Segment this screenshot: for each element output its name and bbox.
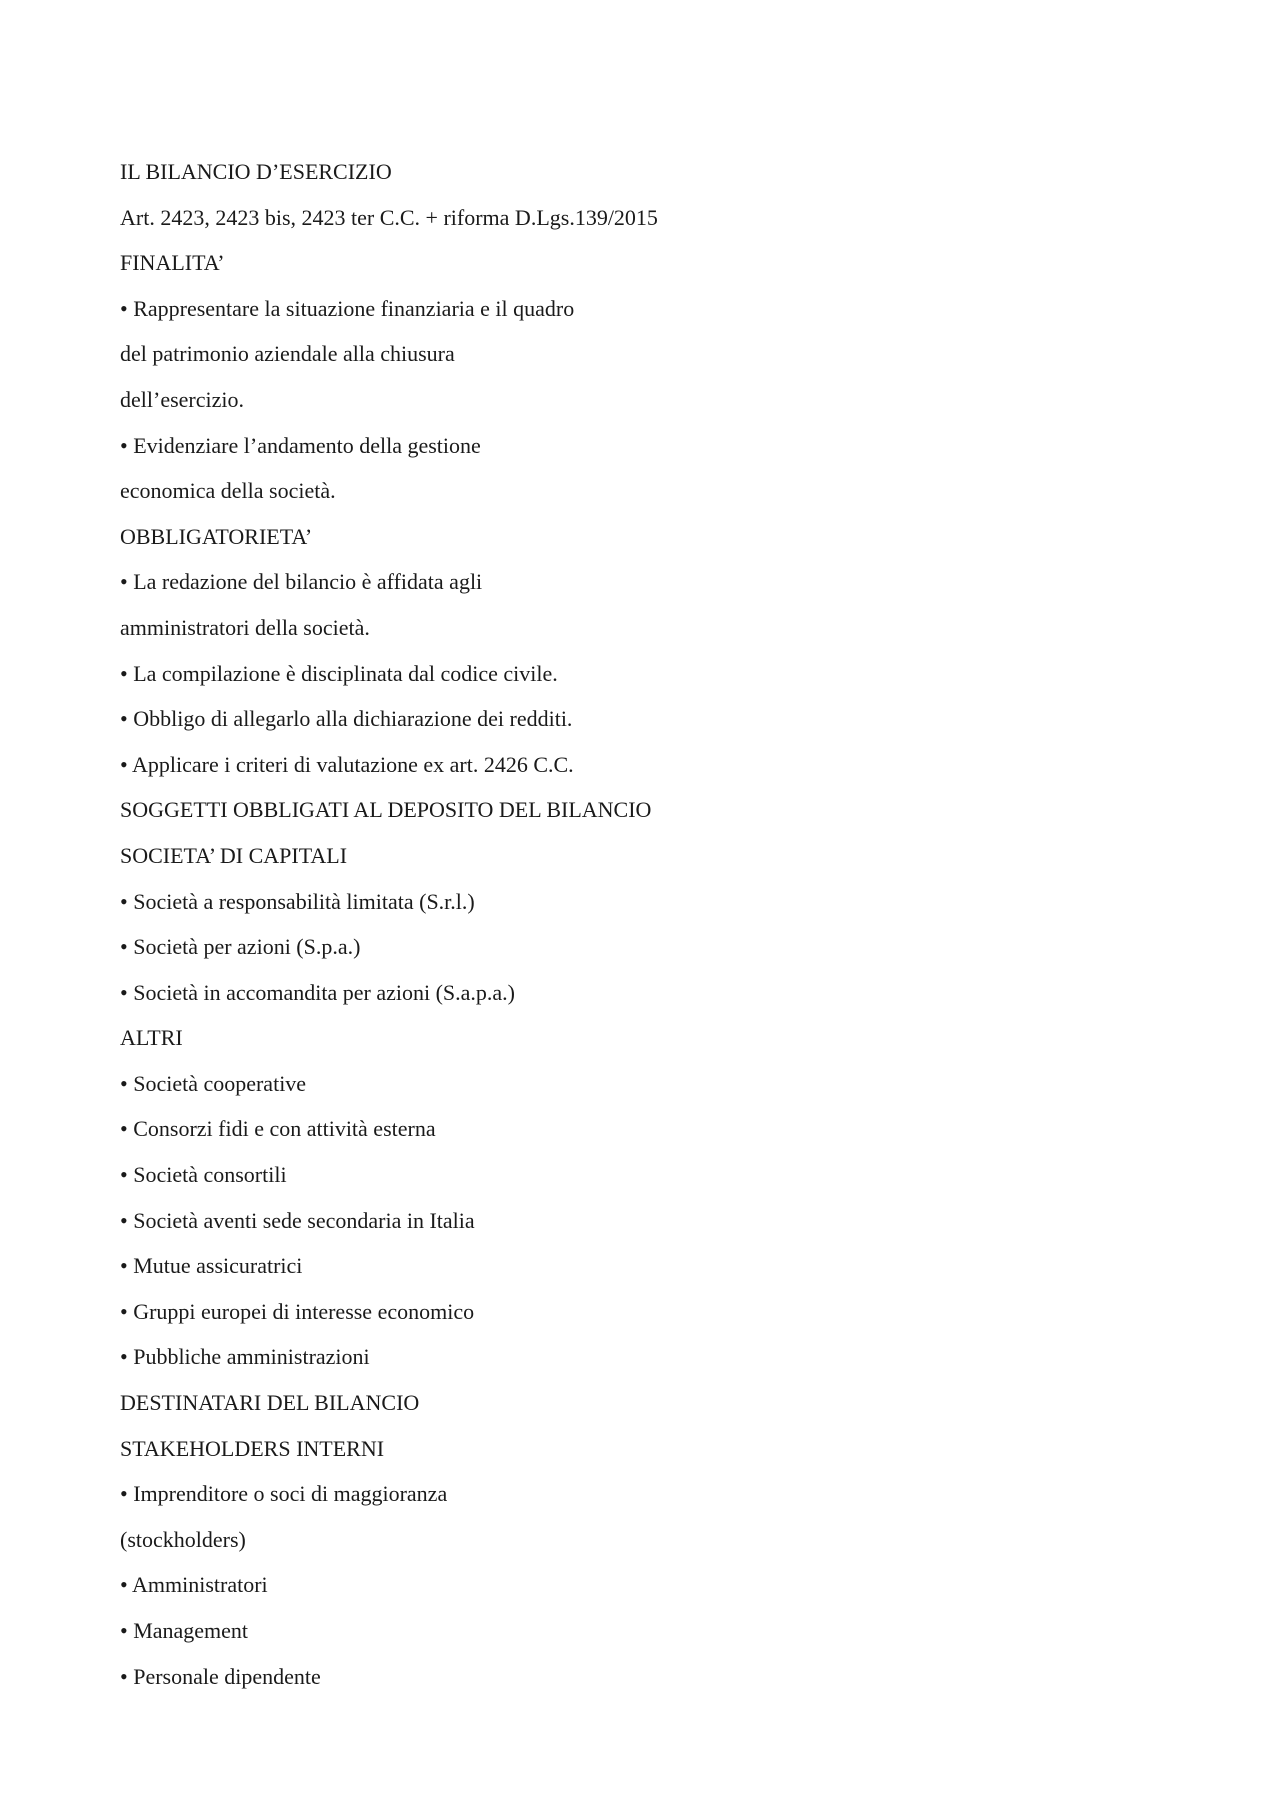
text-line: dell’esercizio.	[120, 386, 244, 412]
text-line: • Società consortili	[120, 1162, 287, 1188]
text-line: economica della società.	[120, 478, 336, 504]
text-line: • Personale dipendente	[120, 1663, 321, 1689]
text-line: • Pubbliche amministrazioni	[120, 1344, 370, 1370]
document-title: IL BILANCIO D’ESERCIZIO	[120, 159, 392, 184]
text-line: • Evidenziare l’andamento della gestione	[120, 432, 481, 458]
text-line: • La compilazione è disciplinata dal codice civile.	[120, 660, 558, 686]
text-line: • Amministratori	[120, 1572, 268, 1598]
subheading-altri: ALTRI	[120, 1025, 183, 1051]
text-line: • Obbligo di allegarlo alla dichiarazione dei redditi.	[120, 706, 573, 732]
section-heading-obbligatorieta: OBBLIGATORIETA’	[120, 523, 313, 549]
text-line: • Società cooperative	[120, 1070, 307, 1096]
text-line: del patrimonio aziendale alla chiusura	[120, 341, 455, 367]
text-line: • Società aventi sede secondaria in Italia	[120, 1207, 475, 1233]
text-line: • Società in accomandita per azioni (S.a.p.a.)	[120, 979, 515, 1005]
section-heading-destinatari: DESTINATARI DEL BILANCIO	[120, 1390, 420, 1416]
text-line: • Imprenditore o soci di maggioranza	[120, 1481, 448, 1507]
section-heading-finalita: FINALITA’	[120, 250, 225, 276]
document-body	[120, 149, 1160, 1699]
text-line: • Consorzi fidi e con attività esterna	[120, 1116, 436, 1142]
subheading-societa-capitali: SOCIETA’ DI CAPITALI	[120, 842, 348, 868]
text-line: • Management	[120, 1618, 249, 1643]
text-line: (stockholders)	[120, 1526, 246, 1552]
legal-reference: Art. 2423, 2423 bis, 2423 ter C.C. + riforma D.Lgs.139/2015	[120, 204, 658, 230]
section-heading-soggetti: SOGGETTI OBBLIGATI AL DEPOSITO DEL BILANCIO	[120, 797, 652, 823]
text-line: • Mutue assicuratrici	[120, 1253, 303, 1279]
text-line: • Applicare i criteri di valutazione ex art. 2426 C.C.	[120, 751, 574, 777]
text-line: • Gruppi europei di interesse economico	[120, 1298, 475, 1324]
text-line: amministratori della società.	[120, 614, 370, 640]
text-line: • Società a responsabilità limitata (S.r.l.)	[120, 888, 475, 914]
text-line: • La redazione del bilancio è affidata agli	[120, 569, 483, 595]
subheading-stakeholders-interni: STAKEHOLDERS INTERNI	[120, 1435, 385, 1461]
text-line: • Società per azioni (S.p.a.)	[120, 934, 361, 960]
text-line: • Rappresentare la situazione finanziaria e il quadro	[120, 295, 575, 321]
